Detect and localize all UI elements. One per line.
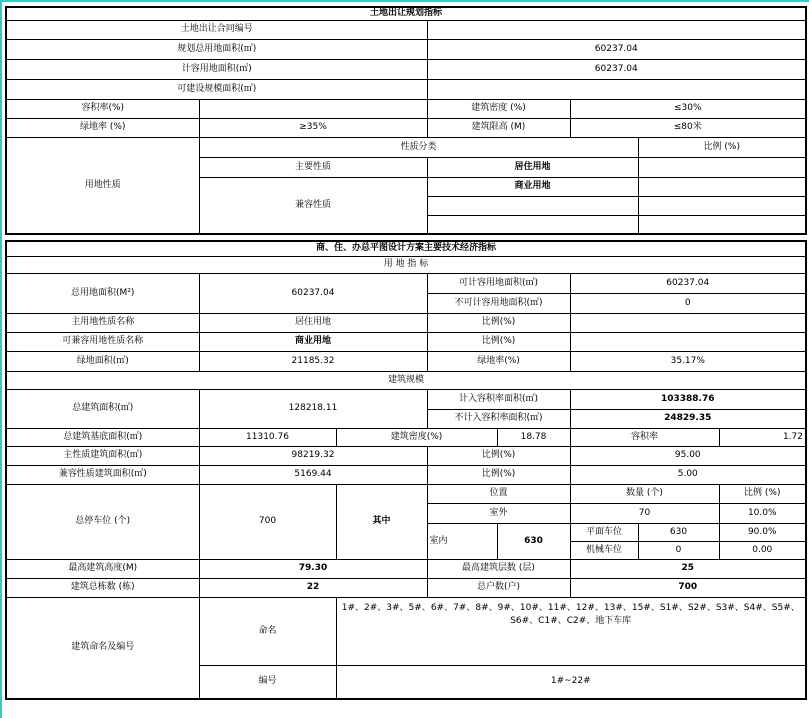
- far-build-label: 计入容积率面积(㎡): [427, 389, 570, 409]
- building-count-cell[interactable]: 22: [199, 578, 427, 597]
- compat-use-cell-1[interactable]: 商业用地: [427, 177, 638, 196]
- total-build-cell[interactable]: 128218.11: [199, 389, 427, 428]
- compat-build-ratio-cell[interactable]: 5.00: [570, 465, 806, 484]
- indoor-count-cell[interactable]: 630: [497, 523, 570, 559]
- green-area-label: 绿地面积(㎡): [6, 351, 199, 371]
- total-land-cell[interactable]: 60237.04: [199, 273, 427, 313]
- main-build-ratio-cell[interactable]: 95.00: [570, 446, 806, 465]
- far-label: 容积率: [570, 428, 719, 446]
- far-land-cell[interactable]: 60237.04: [570, 273, 806, 293]
- section-build-header: 建筑规模: [6, 371, 806, 389]
- land-use-label: 用地性质: [6, 137, 199, 234]
- total-area-cell[interactable]: 60237.04: [427, 39, 806, 59]
- contract-no-cell[interactable]: [427, 20, 806, 39]
- far-label: 容积率(%): [6, 99, 199, 118]
- compat-use-label: 兼容性质: [199, 177, 427, 234]
- main-use-name-label: 主用地性质名称: [6, 313, 199, 332]
- building-count-label: 建筑总栋数 (栋): [6, 578, 199, 597]
- compat-build-ratio-label: 比例(%): [427, 465, 570, 484]
- compat-use-name-cell[interactable]: 商业用地: [199, 332, 427, 351]
- number-label: 编号: [199, 665, 336, 699]
- ratio-header: 比例 (%): [638, 137, 806, 157]
- main-build-ratio-label: 比例(%): [427, 446, 570, 465]
- compat-use-ratio-label: 比例(%): [427, 332, 570, 351]
- compat-ratio-cell-2[interactable]: [638, 196, 806, 215]
- mech-label: 机械车位: [570, 541, 638, 559]
- max-floors-cell[interactable]: 25: [570, 559, 806, 578]
- density-cell[interactable]: ≤30%: [570, 99, 806, 118]
- count-header: 数量 (个): [570, 484, 719, 503]
- green-area-cell[interactable]: 21185.32: [199, 351, 427, 371]
- total-build-label: 总建筑面积(㎡): [6, 389, 199, 428]
- outdoor-ratio-cell[interactable]: 10.0%: [719, 503, 806, 523]
- green-cell[interactable]: ≥35%: [199, 118, 427, 137]
- far-cell[interactable]: 1.72: [719, 428, 806, 446]
- far-cell[interactable]: [199, 99, 427, 118]
- parking-cell[interactable]: 700: [199, 484, 336, 559]
- class-header: 性质分类: [199, 137, 638, 157]
- compat-use-cell-3[interactable]: [427, 215, 638, 234]
- indoor-label: 室内: [427, 523, 497, 559]
- section-land-header: 用 地 指 标: [6, 256, 806, 273]
- mech-count-cell[interactable]: 0: [638, 541, 719, 559]
- among-label: 其中: [336, 484, 427, 559]
- flat-ratio-cell[interactable]: 90.0%: [719, 523, 806, 541]
- selection-border-top: [0, 0, 809, 2]
- density-label: 建筑密度(%): [336, 428, 497, 446]
- number-cell[interactable]: 1#~22#: [336, 665, 806, 699]
- compat-use-ratio-cell[interactable]: [570, 332, 806, 351]
- flat-label: 平面车位: [570, 523, 638, 541]
- far-area-label: 计容用地面积(㎡): [6, 59, 427, 79]
- outdoor-count-cell[interactable]: 70: [570, 503, 719, 523]
- buildable-label: 可建设规模面积(㎡): [6, 79, 427, 99]
- households-cell[interactable]: 700: [570, 578, 806, 597]
- households-label: 总户数(户): [427, 578, 570, 597]
- max-height-cell[interactable]: 79.30: [199, 559, 427, 578]
- contract-no-label: 土地出让合同编号: [6, 20, 427, 39]
- name-label: 命名: [199, 597, 336, 665]
- compat-use-name-label: 可兼容用地性质名称: [6, 332, 199, 351]
- green-label: 绿地率 (%): [6, 118, 199, 137]
- nonfar-land-cell[interactable]: 0: [570, 293, 806, 313]
- mech-ratio-cell[interactable]: 0.00: [719, 541, 806, 559]
- tech-table-title: 商、住、办总平图设计方案主要技术经济指标: [6, 241, 806, 256]
- green-rate-cell[interactable]: 35.17%: [570, 351, 806, 371]
- parking-label: 总停车位 (个): [6, 484, 199, 559]
- buildable-cell[interactable]: [427, 79, 806, 99]
- main-use-ratio-cell[interactable]: [638, 157, 806, 177]
- flat-count-cell[interactable]: 630: [638, 523, 719, 541]
- main-use-name-cell[interactable]: 居住用地: [199, 313, 427, 332]
- nonfar-build-cell[interactable]: 24829.35: [570, 409, 806, 428]
- main-use-cell[interactable]: 居住用地: [427, 157, 638, 177]
- main-build-cell[interactable]: 98219.32: [199, 446, 427, 465]
- far-land-label: 可计容用地面积(㎡): [427, 273, 570, 293]
- name-cell[interactable]: 1#、2#、3#、5#、6#、7#、8#、9#、10#、11#、12#、13#、15#、S1#、S2#、S3#、S4#、S5#、S6#、C1#、C2#、地下车库: [336, 597, 806, 665]
- compat-ratio-cell-1[interactable]: [638, 177, 806, 196]
- compat-build-label: 兼容性质建筑面积(㎡): [6, 465, 199, 484]
- green-rate-label: 绿地率(%): [427, 351, 570, 371]
- position-header: 位置: [427, 484, 570, 503]
- main-use-ratio-cell[interactable]: [570, 313, 806, 332]
- max-floors-label: 最高建筑层数 (层): [427, 559, 570, 578]
- main-build-label: 主性质建筑面积(㎡): [6, 446, 199, 465]
- compat-ratio-cell-3[interactable]: [638, 215, 806, 234]
- total-area-label: 规划总用地面积(㎡): [6, 39, 427, 59]
- total-land-label: 总用地面积(M²): [6, 273, 199, 313]
- land-planning-table: [5, 6, 807, 235]
- compat-build-cell[interactable]: 5169.44: [199, 465, 427, 484]
- main-use-ratio-label: 比例(%): [427, 313, 570, 332]
- compat-use-cell-2[interactable]: [427, 196, 638, 215]
- main-use-label: 主要性质: [199, 157, 427, 177]
- density-cell[interactable]: 18.78: [497, 428, 570, 446]
- base-area-cell[interactable]: 11310.76: [199, 428, 336, 446]
- land-table-title: 土地出让规划指标: [6, 7, 806, 20]
- tech-economic-table: [5, 240, 807, 700]
- parking-ratio-header: 比例 (%): [719, 484, 806, 503]
- nonfar-land-label: 不可计容用地面积(㎡): [427, 293, 570, 313]
- selection-border-left: [0, 0, 2, 718]
- height-cell[interactable]: ≤80米: [570, 118, 806, 137]
- max-height-label: 最高建筑高度(M): [6, 559, 199, 578]
- base-area-label: 总建筑基底面积(㎡): [6, 428, 199, 446]
- nonfar-build-label: 不计入容积率面积(㎡): [427, 409, 570, 428]
- density-label: 建筑密度 (%): [427, 99, 570, 118]
- outdoor-label: 室外: [427, 503, 570, 523]
- naming-label: 建筑命名及编号: [6, 597, 199, 699]
- far-build-cell[interactable]: 103388.76: [570, 389, 806, 409]
- far-area-cell[interactable]: 60237.04: [427, 59, 806, 79]
- height-label: 建筑限高 (M): [427, 118, 570, 137]
